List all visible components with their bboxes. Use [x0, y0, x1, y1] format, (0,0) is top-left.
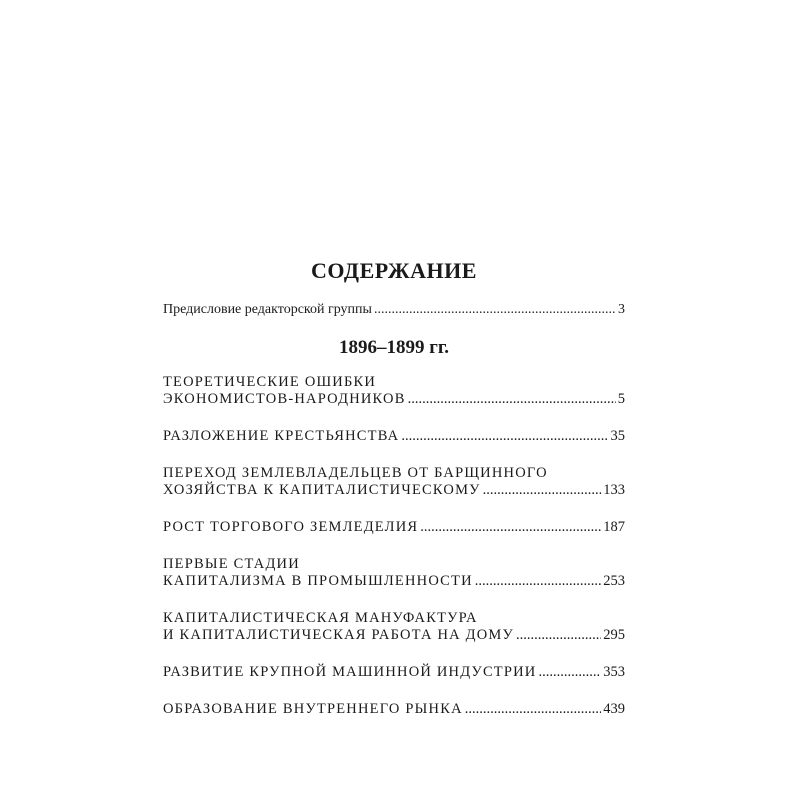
- toc-entry-title: РОСТ ТОРГОВОГО ЗЕМЛЕДЕЛИЯ: [163, 519, 419, 535]
- toc-entry[interactable]: [163, 610, 625, 644]
- toc-entry-title-line2: И КАПИТАЛИСТИЧЕСКАЯ РАБОТА НА ДОМУ: [163, 627, 514, 643]
- table-of-contents: [163, 256, 625, 738]
- dot-leader: [483, 482, 602, 499]
- toc-entry[interactable]: [163, 664, 625, 681]
- toc-entry[interactable]: [163, 428, 625, 445]
- toc-entry-title-line1: КАПИТАЛИСТИЧЕСКАЯ МАНУФАКТУРА: [163, 610, 478, 626]
- page-number: 439: [603, 701, 625, 717]
- toc-entry-title: РАЗЛОЖЕНИЕ КРЕСТЬЯНСТВА: [163, 428, 400, 444]
- section-heading: 1896–1899 гг.: [338, 337, 450, 358]
- toc-entry[interactable]: [163, 465, 625, 499]
- dot-leader: [374, 302, 616, 318]
- toc-entry-title-line1: ПЕРВЫЕ СТАДИИ: [163, 556, 300, 572]
- page-number: 295: [603, 627, 625, 643]
- page-number: 5: [617, 391, 625, 407]
- page-number: 253: [603, 573, 625, 589]
- dot-leader: [401, 428, 608, 445]
- toc-entry-title: РАЗВИТИЕ КРУПНОЙ МАШИННОЙ ИНДУСТРИИ: [163, 664, 537, 680]
- toc-entry-title-line2: ХОЗЯЙСТВА К КАПИТАЛИСТИЧЕСКОМУ: [163, 482, 481, 498]
- page-number: 133: [603, 482, 625, 498]
- page-number: 3: [618, 302, 625, 317]
- dot-leader: [475, 573, 601, 590]
- dot-leader: [420, 519, 601, 536]
- toc-entry[interactable]: [163, 519, 625, 536]
- toc-entry-preface[interactable]: [163, 302, 625, 318]
- page-number: 35: [610, 428, 625, 444]
- dot-leader: [516, 627, 601, 644]
- page-number: 353: [603, 664, 625, 680]
- toc-entry-title-line2: КАПИТАЛИЗМА В ПРОМЫШЛЕННОСТИ: [163, 573, 473, 589]
- toc-entry[interactable]: [163, 374, 625, 408]
- page-title: СОДЕРЖАНИЕ: [311, 258, 477, 283]
- toc-entry[interactable]: [163, 556, 625, 590]
- toc-entry-title-line1: ТЕОРЕТИЧЕСКИЕ ОШИБКИ: [163, 374, 377, 390]
- toc-entry-title-line1: ПЕРЕХОД ЗЕМЛЕВЛАДЕЛЬЦЕВ ОТ БАРЩИННОГО: [163, 465, 548, 481]
- toc-entry-title: Предисловие редакторской группы: [163, 302, 372, 317]
- page-number: 187: [603, 519, 625, 535]
- dot-leader: [465, 701, 602, 718]
- toc-entry[interactable]: [163, 701, 625, 718]
- toc-entry-title-line2: ЭКОНОМИСТОВ-НАРОДНИКОВ: [163, 391, 406, 407]
- dot-leader: [408, 391, 616, 408]
- dot-leader: [538, 664, 601, 681]
- toc-entry-title: ОБРАЗОВАНИЕ ВНУТРЕННЕГО РЫНКА: [163, 701, 463, 717]
